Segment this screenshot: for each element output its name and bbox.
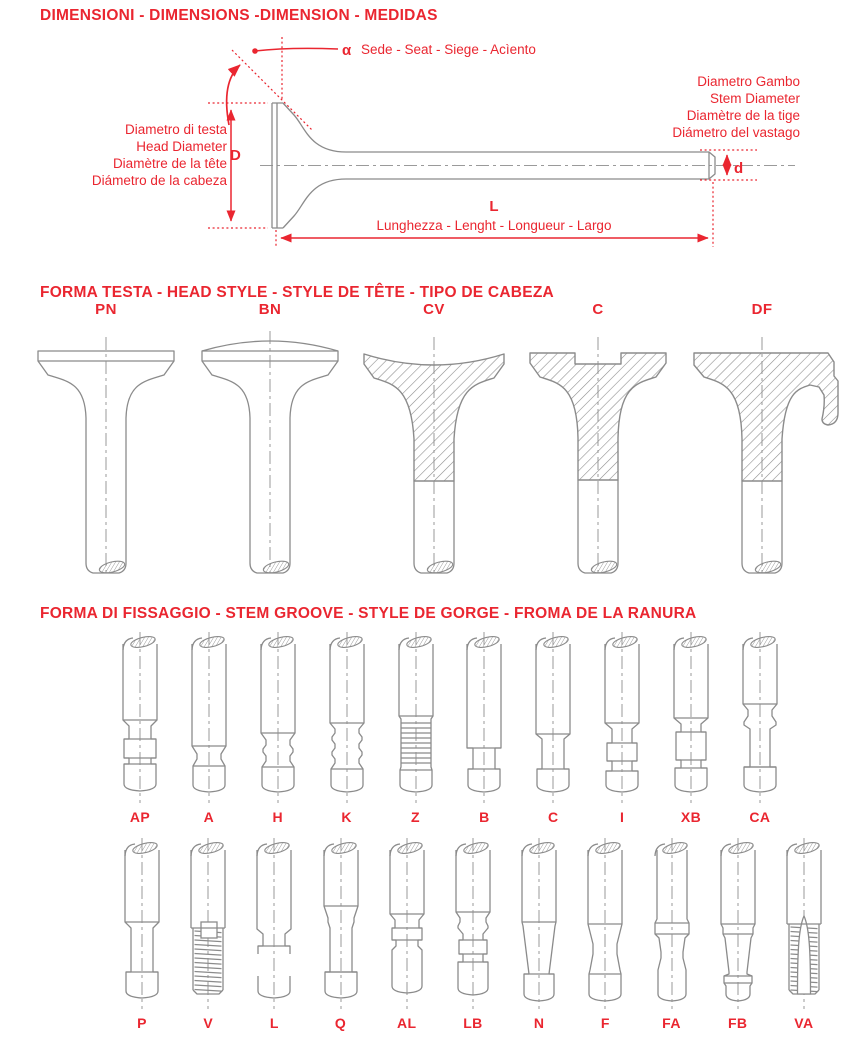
stem-groove-drawing-va	[772, 836, 836, 1011]
stem-groove-label: FA	[662, 1015, 681, 1031]
stem-groove-drawing-n	[507, 836, 571, 1011]
stem-groove-figure-q	[309, 836, 373, 1031]
stem-groove-drawing-ap	[108, 630, 172, 805]
stem-groove-drawing-i	[590, 630, 654, 805]
stem-groove-section-title: FORMA DI FISSAGGIO - STEM GROOVE - STYLE DE GORGE - FROMA DE LA RANURA	[40, 605, 697, 622]
stem-groove-drawing-p	[110, 836, 174, 1011]
stem-diameter-symbol: d	[734, 160, 744, 177]
stem-groove-label: H	[272, 809, 283, 825]
stem-groove-label: B	[479, 809, 490, 825]
stem-groove-label: Z	[411, 809, 420, 825]
stem-groove-figure-a	[177, 630, 241, 825]
stem-groove-figure-c	[521, 630, 585, 825]
stem-diameter-label-line-4: Diámetro del vastago	[672, 125, 800, 140]
stem-groove-drawing-a	[177, 630, 241, 805]
stem-groove-drawing-fb	[706, 836, 770, 1011]
head-diameter-label-line-1: Diametro di testa	[124, 122, 227, 137]
stem-groove-figure-ca	[728, 630, 792, 825]
stem-groove-label: F	[600, 1015, 610, 1031]
stem-groove-figure-k	[315, 630, 379, 825]
stem-groove-figure-h	[246, 630, 310, 825]
stem-groove-label: V	[203, 1015, 214, 1031]
head-style-drawing-c	[518, 323, 678, 575]
stem-groove-label: N	[533, 1015, 545, 1031]
stem-groove-drawing-f	[573, 836, 637, 1011]
stem-groove-figure-f	[573, 836, 637, 1031]
head-style-figure-pn	[26, 301, 186, 575]
stem-groove-label: AP	[129, 809, 151, 825]
stem-groove-figure-fa	[640, 836, 704, 1031]
stem-groove-figure-fb	[706, 836, 770, 1031]
stem-groove-label: XB	[680, 809, 702, 825]
stem-groove-figure-i	[590, 630, 654, 825]
stem-groove-drawing-q	[309, 836, 373, 1011]
stem-groove-drawing-l	[242, 836, 306, 1011]
head-diameter-label-line-3: Diamètre de la tête	[112, 156, 227, 171]
stem-groove-drawing-ca	[728, 630, 792, 805]
stem-groove-label: Q	[334, 1015, 347, 1031]
head-style-drawing-df	[682, 323, 842, 575]
head-style-row	[26, 301, 842, 575]
seat-label: Sede - Seat - Siege - Acìento	[361, 42, 536, 57]
stem-groove-drawing-b	[452, 630, 516, 805]
head-diameter-symbol: D	[230, 147, 241, 164]
stem-groove-figure-z	[384, 630, 448, 825]
stem-groove-drawing-lb	[441, 836, 505, 1011]
seat-angle-arc-arrow	[227, 65, 240, 125]
head-style-label: PN	[95, 301, 117, 318]
head-diameter-label-line-4: Diámetro de la cabeza	[91, 173, 227, 188]
stem-groove-drawing-al	[375, 836, 439, 1011]
seat-leader-line	[255, 48, 338, 51]
stem-groove-row-1	[108, 630, 792, 825]
stem-groove-figure-al	[375, 836, 439, 1031]
stem-groove-figure-v	[176, 836, 240, 1031]
stem-groove-label: L	[269, 1015, 279, 1031]
stem-groove-label: I	[619, 809, 625, 825]
stem-diameter-label-line-2: Stem Diameter	[709, 91, 800, 106]
valve-dimension-drawing	[0, 30, 860, 265]
stem-groove-label: K	[341, 809, 352, 825]
stem-groove-drawing-v	[176, 836, 240, 1011]
stem-groove-figure-va	[772, 836, 836, 1031]
stem-groove-drawing-z	[384, 630, 448, 805]
head-style-figure-cv	[354, 301, 514, 575]
head-style-figure-bn	[190, 301, 350, 575]
stem-diameter-label-line-3: Diamètre de la tige	[686, 108, 800, 123]
stem-groove-drawing-c	[521, 630, 585, 805]
stem-groove-figure-n	[507, 836, 571, 1031]
length-label: Lunghezza - Lenght - Longueur - Largo	[376, 218, 612, 233]
length-symbol: L	[489, 198, 499, 215]
seat-angle-symbol: α	[342, 42, 352, 59]
head-diameter-label-line-2: Head Diameter	[136, 139, 227, 154]
stem-groove-figure-p	[110, 836, 174, 1031]
stem-groove-label: AL	[397, 1015, 417, 1031]
head-style-label: C	[592, 301, 604, 318]
stem-groove-drawing-k	[315, 630, 379, 805]
stem-groove-label: A	[203, 809, 215, 825]
stem-groove-label: CA	[749, 809, 771, 825]
head-style-label: BN	[258, 301, 282, 318]
head-style-drawing-pn	[26, 323, 186, 575]
head-style-drawing-bn	[190, 323, 350, 575]
stem-groove-label: P	[137, 1015, 147, 1031]
stem-groove-drawing-h	[246, 630, 310, 805]
stem-groove-drawing-xb	[659, 630, 723, 805]
stem-groove-row-2	[110, 836, 836, 1031]
head-style-figure-c	[518, 301, 678, 575]
stem-groove-figure-l	[242, 836, 306, 1031]
stem-groove-figure-lb	[441, 836, 505, 1031]
head-style-section-title: FORMA TESTA - HEAD STYLE - STYLE DE TÊTE - TIPO DE CABEZA	[40, 284, 554, 301]
stem-groove-label: LB	[463, 1015, 483, 1031]
head-style-label: CV	[423, 301, 445, 318]
stem-groove-figure-xb	[659, 630, 723, 825]
stem-groove-figure-ap	[108, 630, 172, 825]
stem-groove-label: FB	[727, 1015, 748, 1031]
stem-diameter-label-line-1: Diametro Gambo	[697, 74, 800, 89]
stem-groove-label: C	[547, 809, 559, 825]
head-style-figure-df	[682, 301, 842, 575]
stem-groove-drawing-fa	[640, 836, 704, 1011]
stem-groove-figure-b	[452, 630, 516, 825]
stem-groove-label: VA	[794, 1015, 814, 1031]
head-style-label: DF	[751, 301, 773, 318]
dimensions-section-title: DIMENSIONI - DIMENSIONS -DIMENSION - MEDIDAS	[40, 7, 438, 24]
head-style-drawing-cv	[354, 323, 514, 575]
